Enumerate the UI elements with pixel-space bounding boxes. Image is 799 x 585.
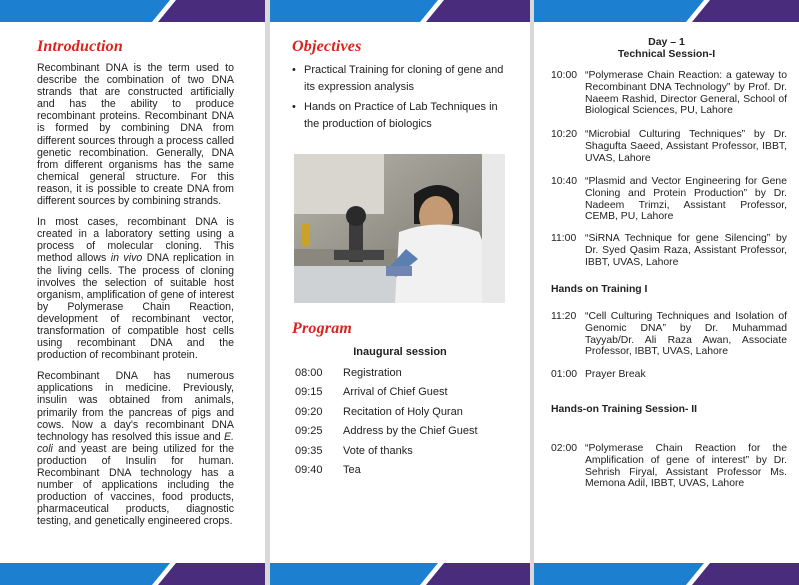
top-decor-band <box>0 0 265 22</box>
intro-p3-a: Recombinant DNA has numerous applications in medicine. Previously, insulin was obtained from animals, primarily from the pancreas of pigs and cows. Now a day's recombinant DNA technology has resolved this issue and <box>37 370 234 443</box>
intro-paragraph-3 <box>37 370 234 527</box>
talk-time: 10:40 <box>551 176 578 187</box>
bullet-icon: • <box>292 101 296 113</box>
talk-description: “Cell Culturing Techniques and Isolation of Genomic DNA” by Dr. Muhammad Tayyab/Dr. Ali Raza Awan, Associate Professor, IBBT, UVAS, Lahore <box>585 311 787 358</box>
hands-on-training-1-heading: Hands on Training I <box>551 284 648 295</box>
talk-item <box>551 233 787 268</box>
schedule-time: 09:25 <box>295 425 323 438</box>
schedule-row <box>295 461 515 481</box>
lab-photo <box>294 154 505 303</box>
talk-time: 11:00 <box>551 233 577 244</box>
program-heading: Program <box>292 320 353 337</box>
talk-item <box>551 311 787 358</box>
talk-time: 10:00 <box>551 70 578 81</box>
introduction-text <box>37 62 234 536</box>
talk-description: “Polymerase Chain Reaction: a gateway to Recombinant DNA Technology” by Prof. Dr. Naeem Rashid, Director General, School of Biological Sciences, PU, Lahore <box>585 70 787 117</box>
objective-text: Practical Training for cloning of gene and its expression analysis <box>304 64 504 93</box>
intro-p2-em: in vivo <box>110 252 143 265</box>
talk-time: 02:00 <box>551 443 578 454</box>
intro-p3-b: and yeast are being utilized for the production of Insulin for human. Recombinant DNA technology has a number of applications including the production of vaccines, food products, pharmaceutical products, diagnostic testing, and genetically engineered crops. <box>37 442 234 528</box>
introduction-panel <box>0 0 265 585</box>
technical-session-title: Technical Session-I <box>617 48 716 60</box>
schedule-row <box>295 422 515 442</box>
objective-text: Hands on Practice of Lab Techniques in the production of biologics <box>304 101 498 130</box>
day-label: Day – 1 <box>648 36 685 48</box>
talk-description: “Polymerase Chain Reaction for the Amplification of gene of interest” by Dr. Sehrish Firyal, Assistant Professor Ms. Memona Adil, IBBT, UVAS, Lahore <box>585 443 787 490</box>
bottom-decor-band <box>534 563 799 585</box>
bottom-decor-band <box>0 563 265 585</box>
day-one-panel <box>534 0 799 585</box>
schedule-time: 09:15 <box>295 386 323 399</box>
objective-item <box>290 62 515 96</box>
talk-time: 10:20 <box>551 129 578 140</box>
inaugural-session-title: Inaugural session <box>353 346 447 358</box>
schedule-event: Arrival of Chief Guest <box>343 386 448 399</box>
intro-p3-em: E. coli <box>37 430 234 455</box>
intro-p2-b: DNA replication in the living cells. The process of cloning involves the selection of suitable host organism, amplification of gene of interest by Polymerase Chain Reaction, development of recombinant vector, transformation of compatible host cells using recombinant DNA and the production of recombinant protein. <box>37 252 234 362</box>
top-decor-band <box>534 0 799 22</box>
schedule-row <box>295 363 515 383</box>
schedule-event: Recitation of Holy Quran <box>343 405 463 418</box>
objectives-heading: Objectives <box>292 38 362 55</box>
talk-item <box>551 443 787 490</box>
intro-paragraph-1: Recombinant DNA is the term used to describe the combination of two DNA strands that are constructed artificially and has the ability to produce recombinant proteins. Recombinant DNA is formed by combining DNA from different sources through a process called genetic recombination. Generally, DNA from different organisms has the same chemical general structure. For this reason, it is possible to create DNA from different sources by combining strands. <box>37 62 234 208</box>
schedule-event: Address by the Chief Guest <box>343 425 478 438</box>
day-heading <box>534 36 799 60</box>
talk-description: “SiRNA Technique for gene Silencing” by Dr. Syed Qasim Raza, Assistant Professor, IBBT, UVAS, Lahore <box>585 233 787 268</box>
talk-time: 11:20 <box>551 311 577 322</box>
schedule-event: Vote of thanks <box>343 444 413 457</box>
schedule-event: Tea <box>343 464 361 477</box>
objectives-program-panel <box>270 0 530 585</box>
talk-item <box>551 176 787 223</box>
top-decor-band <box>270 0 530 22</box>
objective-item <box>290 99 515 133</box>
schedule-row <box>295 383 515 403</box>
talk-description: “Plasmid and Vector Engineering for Gene Cloning and Protein Production” by Dr. Nadeem Trimzi, Assistant Professor, CEMB, PU, Lahore <box>585 176 787 223</box>
talk-item <box>551 369 787 381</box>
intro-paragraph-2 <box>37 216 234 361</box>
talk-item <box>551 129 787 164</box>
talk-description: “Microbial Culturing Techniques” by Dr. Shagufta Saeed, Assistant Professor, IBBT, UVAS, Lahore <box>585 129 787 164</box>
talk-item <box>551 70 787 117</box>
schedule-row <box>295 441 515 461</box>
program-schedule <box>295 363 515 480</box>
talk-time: 01:00 <box>551 369 578 380</box>
schedule-event: Registration <box>343 366 402 379</box>
hands-on-training-2-heading: Hands-on Training Session- II <box>551 404 698 415</box>
objectives-list <box>290 62 515 136</box>
schedule-time: 09:20 <box>295 405 323 418</box>
intro-p2-a: In most cases, recombinant DNA is created in a laboratory setting using a process of molecular cloning. This method allows <box>37 216 234 265</box>
schedule-time: 09:40 <box>295 464 323 477</box>
bottom-decor-band <box>270 563 530 585</box>
bullet-icon: • <box>292 64 296 76</box>
talk-description: Prayer Break <box>585 369 646 380</box>
introduction-heading: Introduction <box>37 38 123 55</box>
schedule-time: 09:35 <box>295 444 323 457</box>
schedule-time: 08:00 <box>295 366 323 379</box>
schedule-row <box>295 402 515 422</box>
